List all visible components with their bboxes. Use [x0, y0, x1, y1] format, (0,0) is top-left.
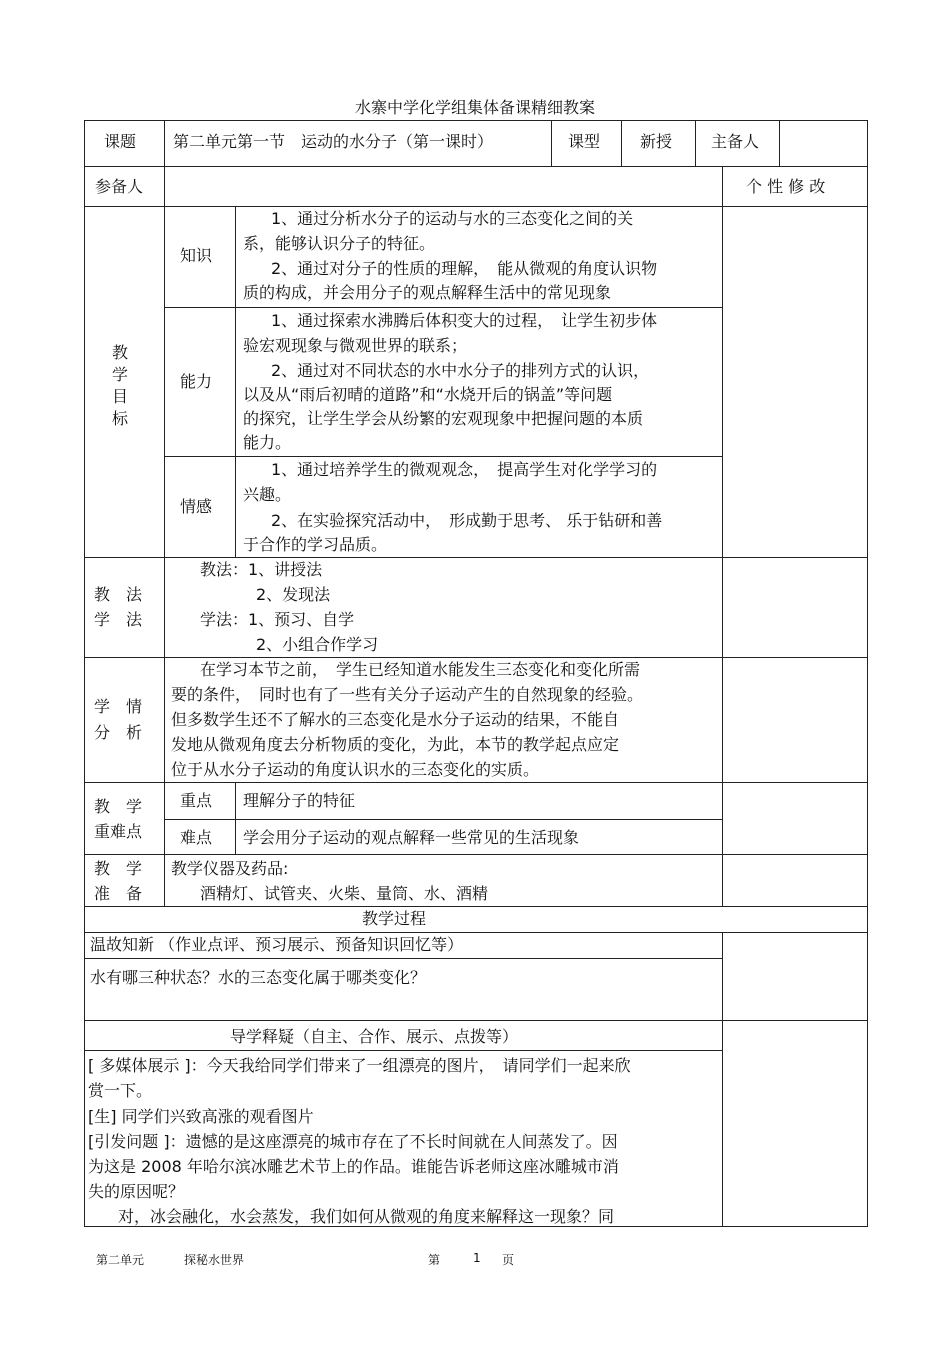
cell-znd-notes	[722, 782, 868, 855]
keti-label: 课题	[104, 132, 137, 151]
xueqing-label-2: 分 析	[94, 723, 143, 742]
methods-line: 2、发现法	[256, 585, 331, 604]
xueqing-label-1: 学 情	[94, 697, 143, 716]
document-title: 水寨中学化学组集体备课精细教案	[354, 98, 595, 117]
methods-line: 教法：1、讲授法	[200, 560, 323, 579]
cell-daoxue-notes	[722, 1020, 868, 1227]
nengli-line: 2、通过对不同状态的水中水分子的排列方式的认识，	[271, 361, 650, 380]
daoxue-line: 赏一下。	[88, 1081, 153, 1100]
zhongdian-label: 重点	[180, 791, 213, 810]
keti-value: 第二单元第一节 运动的水分子（第一课时）	[173, 132, 494, 151]
cell-canbeiren-value	[164, 166, 723, 207]
cell-zhunbei-notes	[722, 854, 868, 907]
qinggan-line: 2、在实验探究活动中， 形成勤于思考、 乐于钻研和善	[271, 511, 663, 530]
cell-process-title	[84, 906, 868, 933]
nengli-line: 1、通过探索水沸腾后体积变大的过程， 让学生初步体	[271, 311, 658, 330]
daoxue-line: 失的原因呢？	[88, 1182, 185, 1201]
qinggan-label: 情感	[180, 497, 213, 516]
wengu-question: 水有哪三种状态？水的三态变化属于哪类变化？	[90, 968, 427, 987]
qinggan-line: 于合作的学习品质。	[243, 535, 388, 554]
xueqing-line: 但多数学生还不了解水的三态变化是水分子运动的结果，不能自	[171, 710, 620, 729]
gexing-label: 个 性 修 改	[746, 177, 826, 196]
nengli-label: 能力	[180, 372, 213, 391]
zhishi-line: 2、通过对分子的性质的理解， 能从微观的角度认识物	[271, 259, 658, 278]
nengli-line: 能力。	[243, 433, 292, 452]
qinggan-line: 兴趣。	[243, 485, 292, 504]
zhunbei-label-2: 准 备	[94, 884, 143, 903]
nengli-line: 以及从“雨后初晴的道路”和“水烧开后的锅盖”等问题	[243, 385, 613, 404]
znd-label-2: 重难点	[94, 822, 143, 841]
qinggan-line: 1、通过培养学生的微观观念， 提高学生对化学学习的	[271, 460, 658, 479]
daoxue-line: [ 多媒体展示 ]：今天我给同学们带来了一组漂亮的图片， 请同学们一起来欣	[88, 1056, 631, 1075]
kexing-value: 新授	[640, 132, 673, 151]
footer-page-prefix: 第	[428, 1253, 441, 1267]
zhishi-line: 质的构成，并会用分子的观点解释生活中的常见现象	[243, 283, 612, 302]
footer-unit: 第二单元	[96, 1253, 145, 1267]
zhunbei-label-1: 教 学	[94, 859, 143, 878]
daoxue-title: 导学释疑（自主、合作、展示、点拨等）	[230, 1027, 519, 1046]
nandian-value: 学会用分子运动的观点解释一些常见的生活现象	[243, 828, 580, 847]
zhunbei-line-2: 酒精灯、试管夹、火柴、量筒、水、酒精	[200, 884, 489, 903]
daoxue-line: [生] 同学们兴致高涨的观看图片	[88, 1107, 314, 1126]
footer-page-suffix: 页	[502, 1253, 515, 1267]
footer-unit-title: 探秘水世界	[184, 1253, 245, 1267]
goals-section-label: 教 学 目 标	[111, 343, 128, 428]
nengli-line: 的探究，让学生学会从纷繁的宏观现象中把握问题的本质	[243, 409, 644, 428]
zhishi-line: 系，能够认识分子的特征。	[243, 234, 436, 253]
zhishi-label: 知识	[180, 246, 213, 265]
nandian-label: 难点	[180, 828, 213, 847]
canbeiren-label: 参备人	[95, 177, 144, 196]
process-title: 教学过程	[362, 909, 427, 928]
methods-line: 2、小组合作学习	[256, 635, 379, 654]
xueqing-line: 在学习本节之前， 学生已经知道水能发生三态变化和变化所需	[200, 660, 641, 679]
daoxue-line: 为这是 2008 年哈尔滨冰雕艺术节上的作品。谁能告诉老师这座冰雕城市消	[88, 1157, 619, 1176]
xueqing-line: 位于从水分子运动的角度认识水的三态变化的实质。	[171, 760, 540, 779]
cell-goals-notes	[722, 206, 868, 558]
daoxue-line: 对，冰会融化，水会蒸发，我们如何从微观的角度来解释这一现象？同	[102, 1207, 615, 1226]
znd-label-1: 教 学	[94, 797, 143, 816]
wengu-title: 温故知新 （作业点评、预习展示、预备知识回忆等）	[90, 935, 464, 954]
methods-label-2: 学 法	[94, 610, 143, 629]
methods-line: 学法：1、预习、自学	[200, 610, 355, 629]
cell-wengu-notes	[722, 932, 868, 1021]
xueqing-line: 发地从微观角度去分析物质的变化，为此，本节的教学起点应定	[171, 735, 620, 754]
nengli-line: 验宏观现象与微观世界的联系；	[243, 336, 468, 355]
methods-label-1: 教 法	[94, 585, 143, 604]
footer-page-number: 1	[473, 1251, 481, 1265]
zhishi-line: 1、通过分析水分子的运动与水的三态变化之间的关	[271, 209, 634, 228]
cell-methods-notes	[722, 557, 868, 658]
cell-xueqing-notes	[722, 657, 868, 783]
xueqing-line: 要的条件， 同时也有了一些有关分子运动产生的自然现象的经验。	[171, 685, 644, 704]
zhubeiren-label: 主备人	[711, 132, 760, 151]
cell-zhubeiren-value	[779, 120, 868, 167]
daoxue-line: [引发问题 ]：遗憾的是这座漂亮的城市存在了不长时间就在人间蒸发了。因	[88, 1132, 618, 1151]
kexing-label: 课型	[568, 132, 601, 151]
zhongdian-value: 理解分子的特征	[243, 791, 356, 810]
zhunbei-line-1: 教学仪器及药品:	[171, 859, 289, 878]
